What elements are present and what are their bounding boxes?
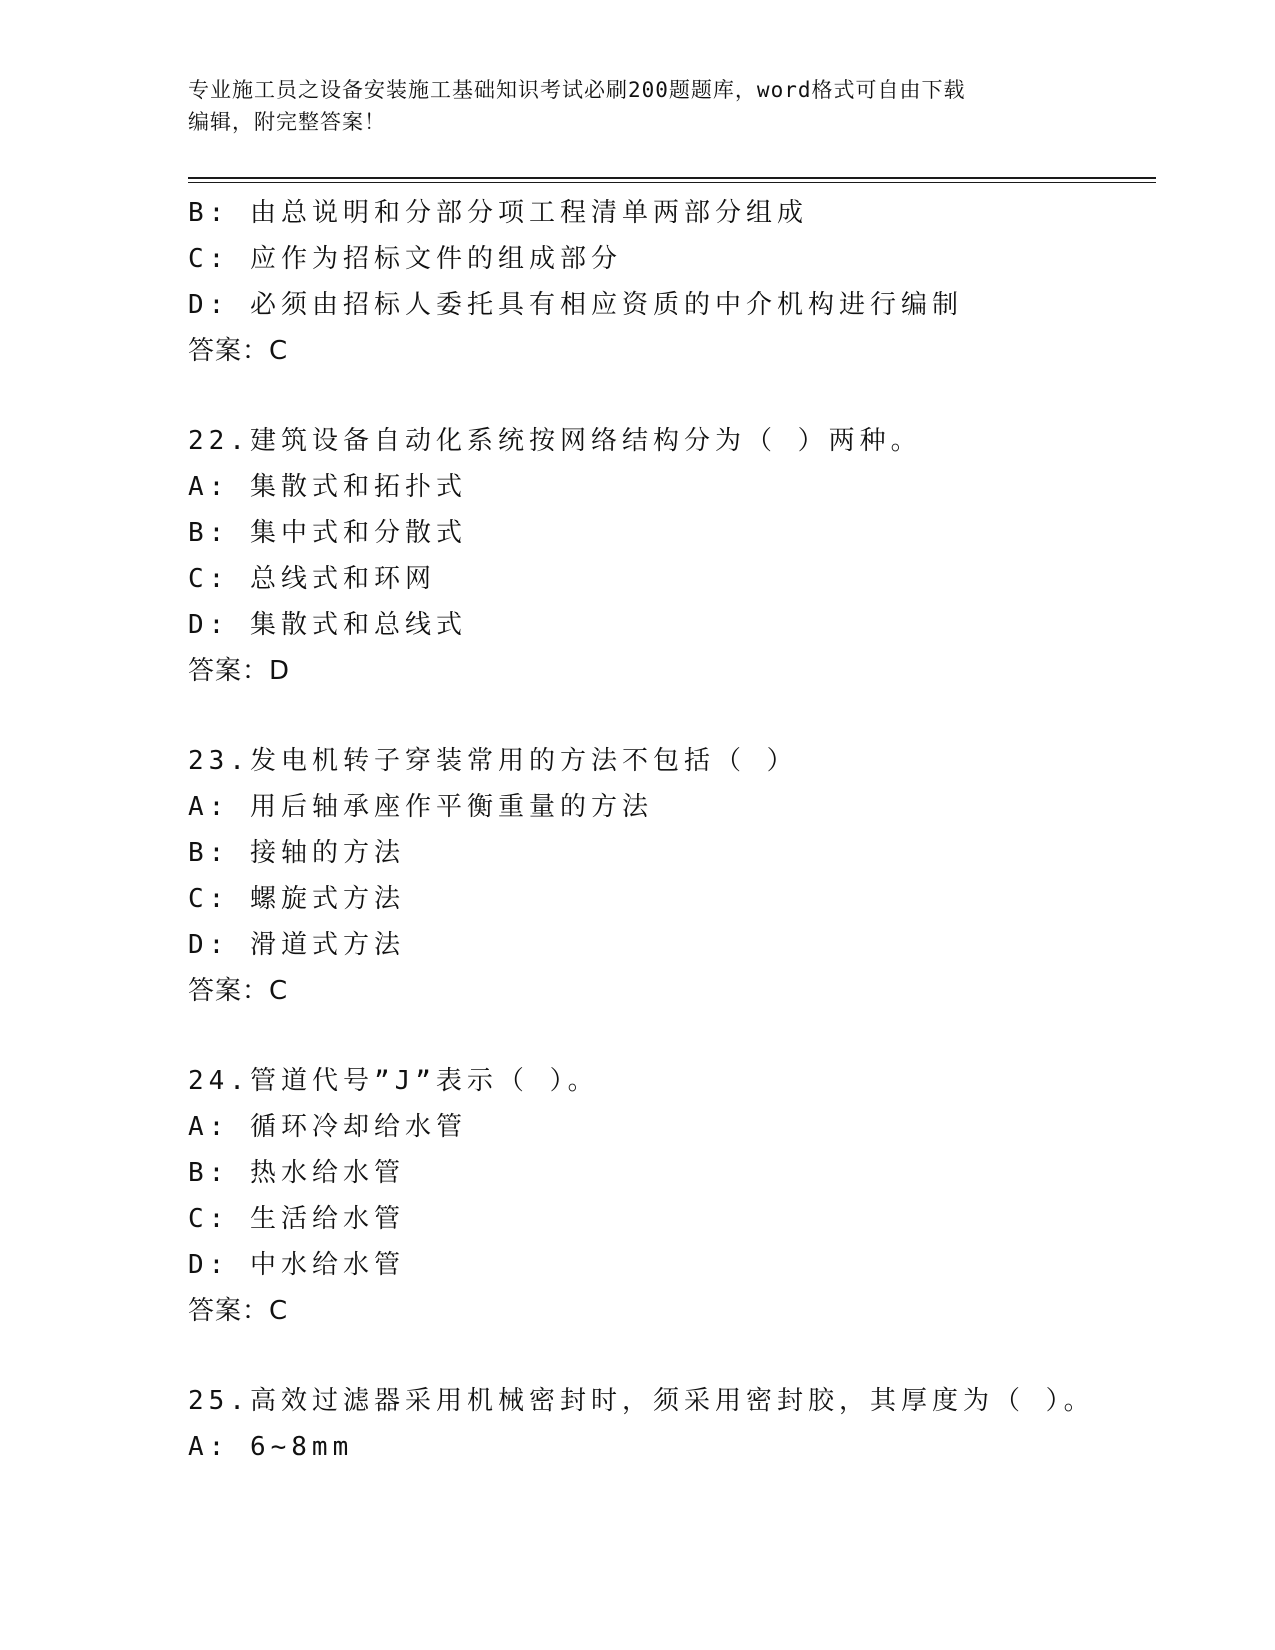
answer: 答案：C [188, 976, 289, 1006]
option-c: C: 生活给水管 [188, 1204, 405, 1234]
option-a: A: 循环冷却给水管 [188, 1112, 467, 1142]
spacer [188, 694, 1148, 738]
option-d: D: 中水给水管 [188, 1250, 405, 1280]
question-list [188, 190, 1148, 1470]
option-b: B: 接轴的方法 [188, 838, 405, 868]
header-line-2: 编辑，附完整答案！ [188, 110, 386, 134]
header-line-1: 专业施工员之设备安装施工基础知识考试必刷200题题库，word格式可自由下载 [188, 78, 966, 102]
option-a: A: 集散式和拓扑式 [188, 472, 467, 502]
option-b: B: 由总说明和分部分项工程清单两部分组成 [188, 198, 808, 228]
question-text: 23.发电机转子穿装常用的方法不包括（ ） [188, 746, 798, 776]
question-24 [188, 1058, 1148, 1334]
option-c: C: 总线式和环网 [188, 564, 436, 594]
answer: 答案：D [188, 656, 291, 686]
option-b: B: 集中式和分散式 [188, 518, 467, 548]
option-a: A: 用后轴承座作平衡重量的方法 [188, 792, 653, 822]
question-22 [188, 418, 1148, 694]
spacer [188, 1014, 1148, 1058]
document-header [188, 74, 1068, 138]
question-21 [188, 190, 1148, 374]
option-a: A: 6~8mm [188, 1432, 354, 1462]
question-25 [188, 1378, 1148, 1470]
question-text: 22.建筑设备自动化系统按网络结构分为（ ）两种。 [188, 426, 922, 456]
option-d: D: 必须由招标人委托具有相应资质的中介机构进行编制 [188, 290, 963, 320]
answer: 答案：C [188, 1296, 289, 1326]
option-b: B: 热水给水管 [188, 1158, 405, 1188]
spacer [188, 374, 1148, 418]
option-c: C: 螺旋式方法 [188, 884, 405, 914]
option-c: C: 应作为招标文件的组成部分 [188, 244, 622, 274]
question-23 [188, 738, 1148, 1014]
option-d: D: 集散式和总线式 [188, 610, 467, 640]
header-divider-thick [188, 177, 1156, 179]
answer: 答案：C [188, 336, 289, 366]
header-divider-thin [188, 182, 1156, 183]
spacer [188, 1334, 1148, 1378]
option-d: D: 滑道式方法 [188, 930, 405, 960]
question-text: 24.管道代号”J”表示（ ）。 [188, 1066, 599, 1096]
question-text: 25.高效过滤器采用机械密封时，须采用密封胶，其厚度为（ ）。 [188, 1386, 1095, 1416]
